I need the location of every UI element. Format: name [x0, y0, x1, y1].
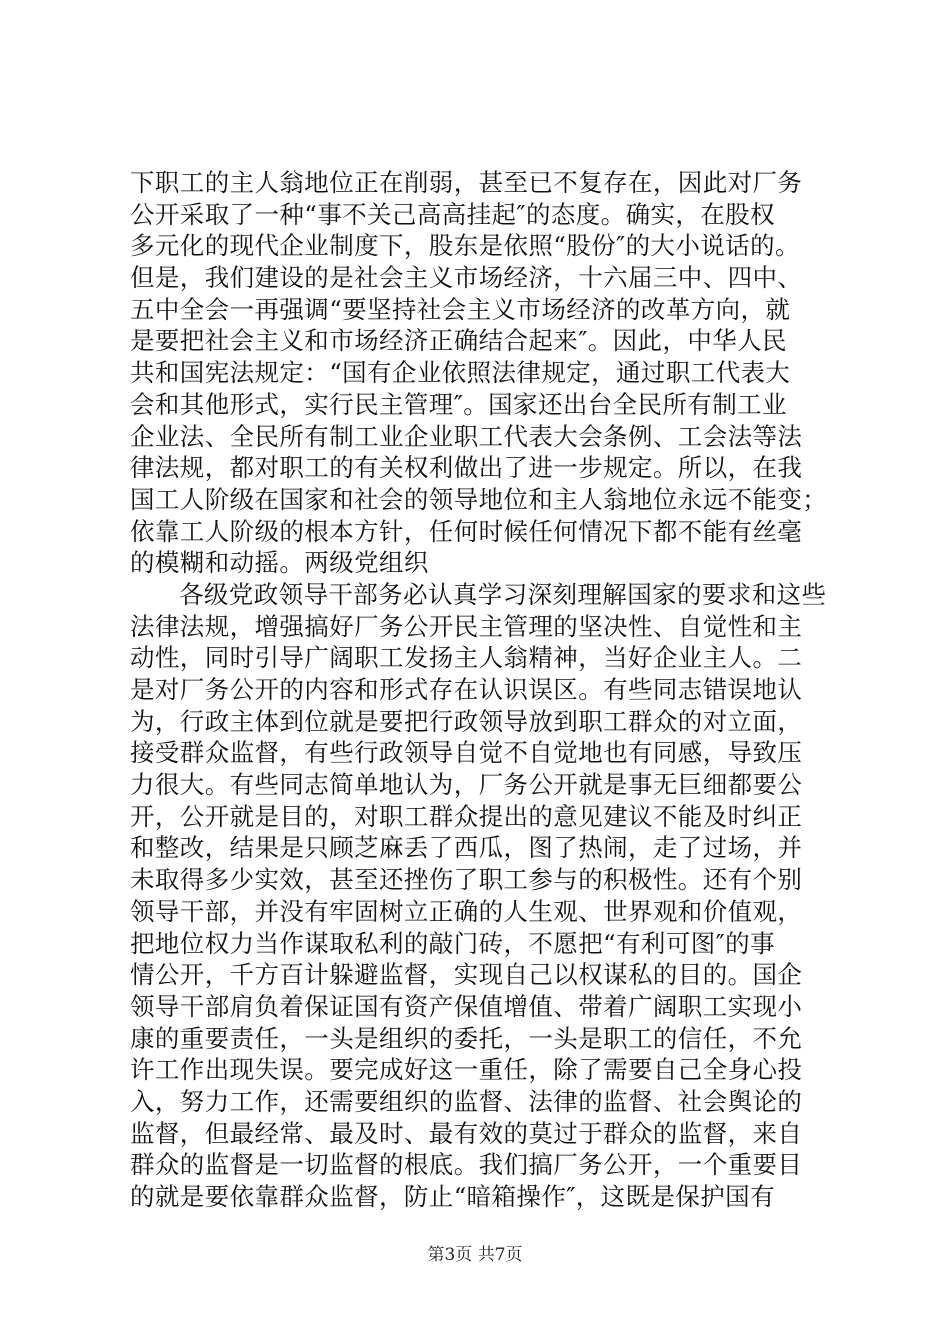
- text-line: 是要把社会主义和市场经济正确结合起来″。因此，中华人民: [130, 326, 787, 356]
- text-line: 国工人阶级在国家和社会的领导地位和主人翁地位永远不能变；: [130, 484, 828, 514]
- text-line: 的就是要依靠群众监督，防止“暗箱操作″，这既是保护国有: [130, 1182, 775, 1211]
- text-line: 企业法、全民所有制工业企业职工代表大会条例、工会法等法: [130, 421, 803, 451]
- text-line: 法律法规，增强搞好厂务公开民主管理的坚决性、自觉性和主: [130, 611, 803, 641]
- body-text: [130, 167, 830, 1213]
- page-number-footer: 第3页 共7页: [427, 1245, 523, 1265]
- text-line: 许工作出现失误。要完成好这一重任，除了需要自己全身心投: [130, 1055, 803, 1085]
- text-line: 但是，我们建设的是社会主义市场经济，十六届三中、四中、: [130, 263, 803, 293]
- text-line: 领导干部，并没有牢固树立正确的人生观、世界观和价值观，: [130, 896, 803, 926]
- text-line: 动性，同时引导广阔职工发扬主人翁精神，当好企业主人。二: [130, 643, 803, 673]
- text-line: 入，努力工作，还需要组织的监督、法律的监督、社会舆论的: [130, 1086, 803, 1116]
- text-line: 把地位权力当作谋取私利的敲门砖，不愿把“有利可图″的事: [130, 928, 775, 958]
- text-line: 力很大。有些同志简单地认为，厂务公开就是事无巨细都要公: [130, 770, 803, 800]
- text-line: 和整改，结果是只顾芝麻丢了西瓜，图了热闹，走了过场，并: [130, 833, 803, 863]
- text-line: 律法规，都对职工的有关权利做出了进一步规定。所以，在我: [130, 453, 803, 483]
- text-line: 是对厂务公开的内容和形式存在认识误区。有些同志错误地认: [130, 675, 803, 704]
- paragraph-start-line: 各级党政领导干部务必认真学习深刻理解国家的要求和这些: [179, 579, 827, 609]
- text-line: 情公开，千方百计躲避监督，实现自己以权谋私的目的。国企: [130, 960, 803, 990]
- text-line: 的模糊和动摇。两级党组织: [130, 548, 429, 578]
- text-line: 共和国宪法规定：“国有企业依照法律规定，通过职工代表大: [130, 358, 791, 388]
- text-line: 为，行政主体到位就是要把行政领导放到职工群众的对立面，: [130, 706, 803, 736]
- text-line: 未取得多少实效，甚至还挫伤了职工参与的积极性。还有个别: [130, 865, 803, 895]
- text-line: 依靠工人阶级的根本方针，任何时候任何情况下都不能有丝毫: [130, 516, 803, 546]
- text-line: 五中全会一再强调“要坚持社会主义市场经济的改革方向，就: [130, 294, 791, 324]
- text-line: 开，公开就是目的，对职工群众提出的意见建议不能及时纠正: [130, 801, 803, 831]
- text-line: 接受群众监督，有些行政领导自觉不自觉地也有同感，导致压: [130, 738, 803, 768]
- text-line: 公开采取了一种“事不关己高高挂起″的态度。确实，在股权: [130, 199, 775, 229]
- text-line: 领导干部肩负着保证国有资产保值增值、带着广阔职工实现小: [130, 991, 803, 1021]
- text-line: 下职工的主人翁地位正在削弱，甚至已不复存在，因此对厂务: [130, 168, 803, 197]
- text-line: 监督，但最经常、最及时、最有效的莫过于群众的监督，来自: [130, 1118, 803, 1148]
- text-line: 多元化的现代企业制度下，股东是依照“股份″的大小说话的。: [130, 231, 800, 261]
- text-line: 康的重要责任，一头是组织的委托，一头是职工的信任，不允: [130, 1023, 803, 1053]
- text-line: 群众的监督是一切监督的根底。我们搞厂务公开，一个重要目: [130, 1150, 803, 1180]
- text-line: 会和其他形式，实行民主管理″。国家还出台全民所有制工业: [130, 389, 787, 419]
